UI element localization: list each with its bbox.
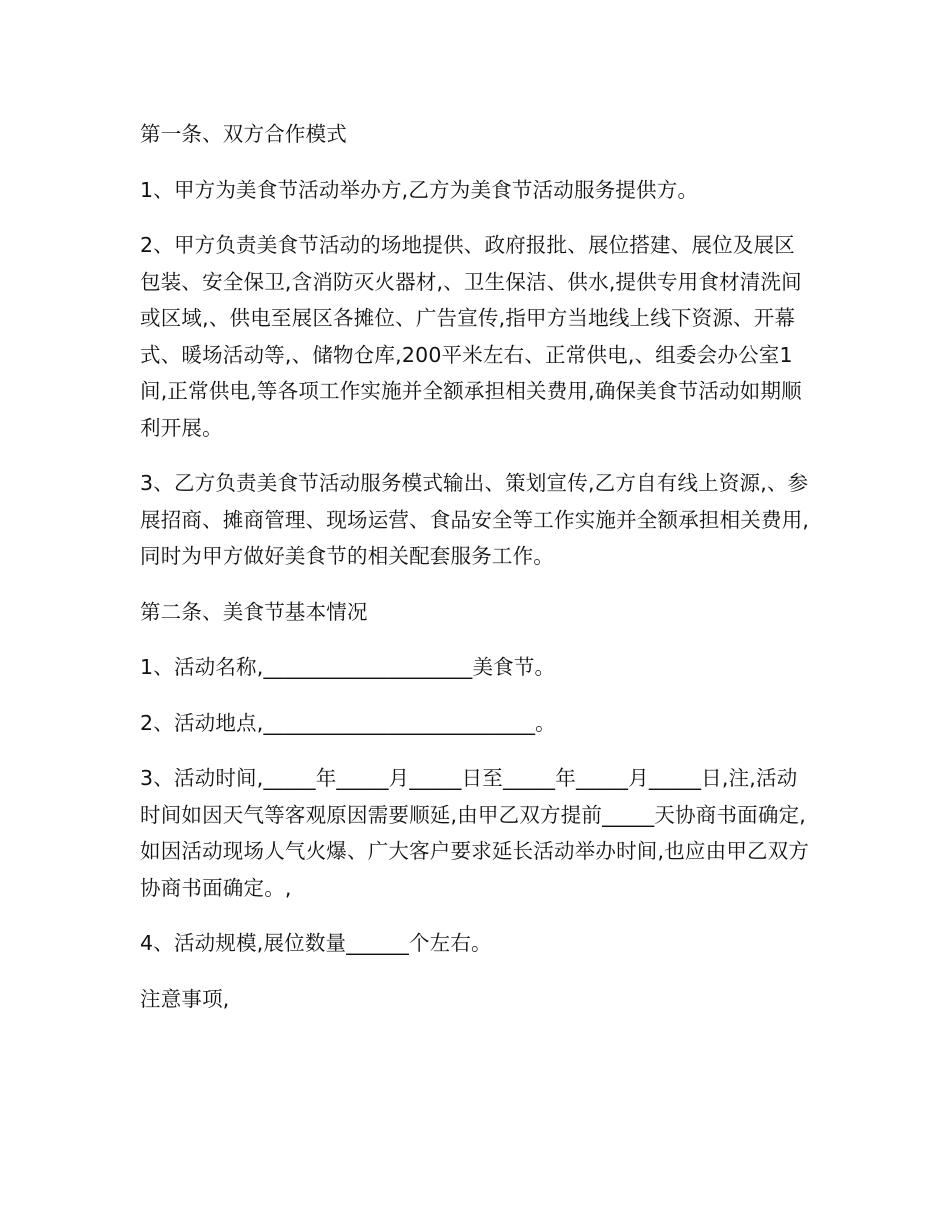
section-1-item-3: 3、乙方负责美食节活动服务模式输出、策划宣传,乙方自有线上资源,、参展招商、摊商管理、现场运营、食品安全等工作实施并全额承担相关费用,同时为甲方做好美食节的相关配套服务工作。	[140, 471, 810, 568]
section-1-item-1: 1、甲方为美食节活动举办方,乙方为美食节活动服务提供方。	[140, 177, 699, 202]
section-1-heading: 第一条、双方合作模式	[140, 122, 347, 146]
section-2-item-1: 1、活动名称,____________________美食节。	[140, 655, 556, 679]
notes-heading: 注意事项,	[140, 986, 230, 1011]
section-2-item-3: 3、活动时间,_____年_____月_____日至_____年_____月_____日,注,活动时间如因天气等客观原因需要顺延,由甲乙双方提前_____天协商书面确定,如因活动现场人气火爆、广大客户要求延长活动举办时间,也应由甲乙双方协商书面确定。,	[140, 766, 810, 900]
document-body	[140, 116, 812, 1036]
section-1-item-2: 2、甲方负责美食节活动的场地提供、政府报批、展位搭建、展位及展区包装、安全保卫,含消防灭火器材,、卫生保洁、供水,提供专用食材清洗间或区域,、供电至展区各摊位、广告宣传,指甲方当地线上线下资源、开幕式、暖场活动等,、储物仓库,200平米左右、正常供电,、组委会办公室1间,正常供电,等各项工作实施并全额承担相关费用,确保美食节活动如期顺利开展。	[140, 233, 802, 440]
section-2-item-2: 2、活动地点,__________________________。	[140, 710, 556, 735]
section-2-heading: 第二条、美食节基本情况	[140, 599, 368, 624]
section-2-item-4: 4、活动规模,展位数量______个左右。	[140, 931, 492, 955]
